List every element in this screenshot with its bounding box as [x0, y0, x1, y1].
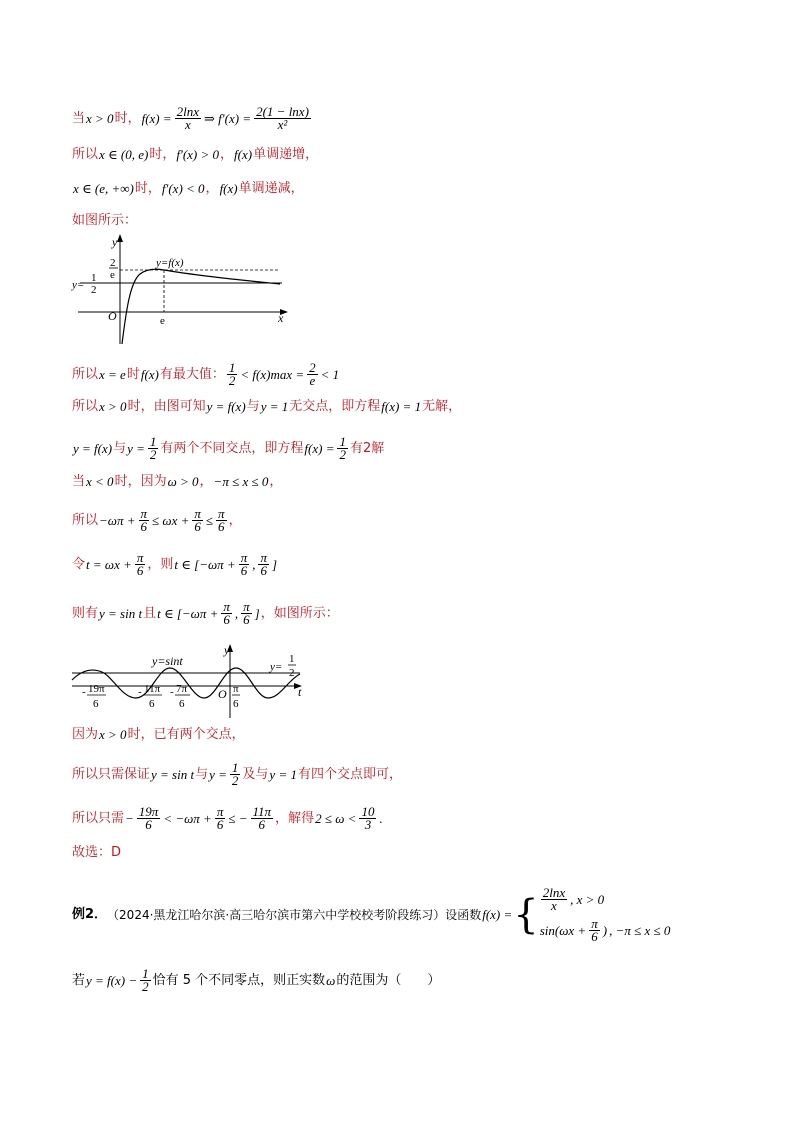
- text-l13-a: 所以只需保证: [72, 766, 151, 782]
- text-l14-g_den: 6: [258, 817, 266, 832]
- text-l4-a: 如图所示：: [72, 213, 138, 228]
- label-sin: y=sint: [152, 654, 183, 668]
- text-l3-e: ，: [205, 181, 219, 196]
- text-l13-h: 有四个交点即可，: [297, 766, 402, 782]
- line-inequality: [72, 508, 242, 533]
- line-four-points: [72, 762, 402, 787]
- text-l14-b: −: [125, 810, 134, 826]
- text-l5-h_den: e: [309, 373, 316, 388]
- text-l2-a: 所以: [72, 147, 99, 162]
- text-g2-minus: -: [138, 686, 142, 698]
- line-as-shown: [72, 212, 137, 230]
- text-g2-t4_num: π: [233, 683, 239, 695]
- text-l3-g: 单调递减，: [238, 181, 304, 196]
- text-l2-e: ，: [220, 147, 234, 162]
- text-l11-a: 则有: [72, 605, 99, 621]
- text-g2-t2_num: 11π: [144, 683, 161, 695]
- text-l7-d_num: 1: [149, 434, 157, 449]
- text-ex2-p1_den: x: [551, 898, 557, 913]
- label-origin: O: [108, 309, 117, 323]
- fraction: [230, 762, 241, 787]
- text-l10-a: 令: [72, 556, 86, 572]
- text-l13-c: 与: [195, 766, 209, 782]
- fraction: [139, 508, 150, 533]
- text-l10-c_den: 6: [136, 563, 144, 578]
- text-ex2-p2_a: sin(ωx +: [539, 922, 587, 938]
- fraction: [135, 552, 146, 577]
- text-g2-minus: -: [82, 686, 86, 698]
- fraction: [227, 362, 238, 387]
- text-l10-h_den: 6: [260, 563, 267, 578]
- text-l12-a: 因为: [72, 727, 99, 742]
- text-l6-e: 与: [246, 399, 260, 414]
- line-no-solution: [72, 398, 461, 416]
- text-l10-i: ]: [271, 556, 278, 572]
- text-l12-c: 时，已有两个交点，: [127, 727, 245, 742]
- text-g2-t1_den: 6: [93, 698, 99, 710]
- text-l16-b: y = f(x) −: [86, 972, 138, 988]
- text-l8-a: 当: [72, 474, 86, 489]
- text-g2-minus: -: [170, 686, 174, 698]
- fraction: [307, 362, 318, 387]
- fraction: [216, 508, 227, 533]
- text-l2-g: 单调递增，: [253, 147, 319, 162]
- label-top-den: e: [110, 269, 115, 281]
- text-l14-a: 所以只需: [72, 810, 125, 826]
- text-l7-f: f(x) =: [304, 440, 335, 456]
- fraction: [140, 968, 151, 993]
- text-g2-half_num: 1: [289, 653, 295, 665]
- line-two-solutions: [72, 436, 384, 461]
- text-l7-d_den: 2: [149, 447, 157, 462]
- text-l16-d: 恰有 5 个不同零点，则正实数: [152, 972, 326, 988]
- text-l13-e_den: 2: [231, 773, 239, 788]
- text-l11-c: 且: [143, 605, 157, 621]
- line-question: [72, 968, 440, 993]
- label-half-y: y=: [270, 661, 283, 673]
- label-origin: O: [218, 687, 227, 701]
- text-ex2-p1_cond: , x > 0: [570, 891, 605, 907]
- text-l16-c_num: 1: [142, 966, 149, 981]
- fraction: [175, 106, 201, 131]
- text-l1-c: 时，: [114, 110, 141, 126]
- text-l10-c_num: π: [136, 550, 144, 565]
- text-l1-d: f(x) =: [141, 110, 172, 126]
- text-l9-c_den: 6: [140, 519, 148, 534]
- text-l1-e_num: 2lnx: [176, 104, 200, 119]
- text-l8-e: ，: [199, 474, 213, 489]
- line-two-points: [72, 726, 245, 744]
- text-l2-b: x ∈ (0, e): [99, 147, 149, 162]
- text-l16-c_den: 2: [142, 979, 149, 994]
- text-g2-half_den: 2: [289, 667, 295, 679]
- text-l11-b: y = sin t: [99, 605, 143, 621]
- text-ex2-p1_num: 2lnx: [542, 885, 566, 900]
- label-x: x: [278, 311, 284, 325]
- graph-f-of-x: [70, 232, 300, 347]
- text-l16-a: 若: [72, 972, 86, 988]
- text-l5-g: < f(x)max =: [240, 366, 305, 382]
- label-e: e: [160, 315, 165, 327]
- text-l5-f_num: 1: [228, 360, 236, 375]
- text-l1-a: 当: [72, 110, 86, 126]
- fraction: [215, 806, 226, 831]
- text-g2-t3_den: 6: [179, 698, 185, 710]
- text-l14-h: ，解得: [275, 810, 315, 826]
- text-l9-c_num: π: [140, 506, 148, 521]
- fraction: [148, 436, 159, 461]
- fraction: [359, 806, 376, 831]
- text-l13-e_num: 1: [231, 760, 239, 775]
- text-l14-e_num: π: [216, 804, 224, 819]
- label-top-num: 2: [110, 257, 116, 269]
- fraction: [137, 806, 161, 831]
- text-ex2-b: （2024·黑龙江哈尔滨·高三哈尔滨市第六中学校校考阶段练习）设函数: [107, 908, 482, 922]
- text-g2-t1_num: 19π: [88, 683, 105, 695]
- text-ex2-p2_cond: , −π ≤ x ≤ 0: [609, 922, 671, 938]
- text-ex2-p2_num: π: [591, 916, 598, 931]
- text-l11-i: ，如图所示：: [260, 605, 339, 621]
- line-answer: [72, 844, 121, 862]
- text-l7-g_den: 2: [339, 447, 346, 462]
- label-half-num: 1: [91, 272, 97, 284]
- text-l2-c: 时，: [149, 147, 176, 162]
- text-l14-g_num: 11π: [252, 804, 272, 819]
- text-l14-k: .: [379, 810, 383, 826]
- text-l6-d: y = f(x): [206, 399, 246, 414]
- piecewise-brace: {: [513, 892, 539, 938]
- text-l9-a: 所以: [72, 512, 99, 528]
- text-l11-e_num: π: [223, 599, 230, 614]
- text-l10-b: t = ωx +: [86, 556, 132, 572]
- case-2: [539, 918, 672, 943]
- text-l14-e_den: 6: [216, 817, 224, 832]
- graph-sin-t: [70, 640, 320, 720]
- text-g2-t2_den: 6: [149, 698, 155, 710]
- label-half-den: 2: [91, 284, 97, 296]
- label-t: t: [298, 685, 302, 699]
- fraction: [258, 552, 269, 577]
- fraction: [192, 508, 203, 533]
- label-y: y: [112, 235, 118, 249]
- text-l7-h: 有2解: [349, 440, 385, 456]
- text-l7-a: y = f(x): [73, 440, 113, 456]
- text-l9-h: ，: [228, 512, 242, 528]
- text-l11-g_num: π: [243, 599, 250, 614]
- text-l11-g_den: 6: [243, 612, 250, 627]
- line-increasing: [72, 146, 318, 164]
- text-l14-j_num: 10: [361, 804, 375, 819]
- text-l9-e_den: 6: [194, 519, 201, 534]
- text-l1-g_num: 2(1 − lnx): [256, 104, 309, 119]
- text-l10-d: ，则: [147, 556, 174, 572]
- label-curve: y=f(x): [156, 257, 184, 269]
- text-l3-d: f′(x) < 0: [161, 181, 205, 196]
- fraction: [251, 806, 274, 831]
- text-l5-h_num: 2: [309, 360, 316, 375]
- text-g2-t3_num: 7π: [176, 683, 188, 695]
- text-l7-e: 有两个不同交点，即方程: [160, 440, 304, 456]
- text-l1-f: ⇒ f′(x) =: [204, 110, 252, 126]
- text-l3-f: f(x): [219, 181, 238, 196]
- text-l2-d: f′(x) > 0: [176, 147, 220, 162]
- text-l6-c: 时，由图可知: [127, 399, 206, 414]
- fraction: [241, 601, 252, 626]
- text-l9-g_num: π: [218, 506, 225, 521]
- text-l13-f: 及与: [242, 766, 269, 782]
- text-l5-e: 有最大值：: [159, 366, 225, 382]
- text-l10-e: t ∈ [−ωπ +: [174, 556, 236, 572]
- text-l9-b: −ωπ +: [99, 512, 136, 528]
- line-substitution: [72, 552, 278, 577]
- text-l6-g: 无交点，即方程: [289, 399, 381, 414]
- text-l7-c: y =: [127, 440, 145, 456]
- text-l6-a: 所以: [72, 399, 99, 414]
- text-l8-g: ，: [269, 474, 283, 489]
- text-l14-c_num: 19π: [138, 804, 159, 819]
- line-sin-graph-intro: [72, 601, 339, 626]
- text-l16-e: ω: [326, 972, 336, 988]
- text-l1-g_den: x²: [277, 117, 288, 132]
- line-decreasing: [72, 180, 304, 198]
- text-l5-b: x = e: [99, 366, 126, 382]
- text-l10-h_num: π: [260, 550, 267, 565]
- fraction: [254, 106, 311, 131]
- text-l15-a: 故选：D: [72, 845, 122, 860]
- fraction: [221, 601, 232, 626]
- text-l9-g_den: 6: [218, 519, 225, 534]
- text-l1-e_den: x: [184, 117, 191, 132]
- text-l11-h: ]: [254, 605, 260, 621]
- text-l10-g: ,: [252, 556, 256, 572]
- curve-f: [122, 269, 280, 344]
- text-ex2-p2_den: 6: [591, 929, 598, 944]
- text-l8-d: ω > 0: [167, 474, 199, 489]
- text-l5-f_den: 2: [228, 373, 236, 388]
- text-l13-b: y = sin t: [151, 766, 195, 782]
- text-l10-f_den: 6: [240, 563, 248, 578]
- text-l14-c_den: 6: [145, 817, 152, 832]
- fraction: [337, 436, 348, 461]
- text-l6-b: x > 0: [99, 399, 127, 414]
- case-1: [539, 887, 672, 912]
- text-l11-d: t ∈ [−ωπ +: [157, 605, 219, 621]
- text-l9-f: ≤: [205, 512, 214, 528]
- fraction: [239, 552, 250, 577]
- text-l14-i: 2 ≤ ω <: [315, 810, 357, 826]
- text-l14-j_den: 3: [364, 817, 372, 832]
- text-l13-d: y =: [209, 766, 227, 782]
- text-l16-f: 的范围为（ ）: [336, 972, 441, 988]
- text-l13-g: y = 1: [269, 766, 297, 782]
- label-half-y: y=: [72, 279, 85, 291]
- text-ex2-c: f(x) =: [482, 907, 513, 922]
- label-y: y: [224, 643, 230, 657]
- text-l6-h: f(x) = 1: [381, 399, 422, 414]
- text-l8-b: x < 0: [86, 474, 114, 489]
- text-l5-a: 所以: [72, 366, 99, 382]
- example-2-header: [72, 882, 671, 948]
- text-l8-c: 时，因为: [114, 474, 167, 489]
- text-l11-f: ,: [234, 605, 239, 621]
- piecewise-cases: [539, 887, 672, 943]
- text-l1-b: x > 0: [86, 110, 114, 126]
- text-l6-i: 无解，: [422, 399, 462, 414]
- text-l3-b: x ∈ (e, +∞): [73, 181, 134, 196]
- text-l3-c: 时，: [134, 181, 161, 196]
- text-ex2-p2_b: ): [602, 922, 608, 938]
- line-solve-omega: [72, 806, 384, 831]
- text-l10-f_num: π: [240, 550, 248, 565]
- text-l7-g_num: 1: [339, 434, 346, 449]
- text-l12-b: x > 0: [99, 727, 127, 742]
- text-l5-c: 时: [126, 366, 140, 382]
- line-maximum: [72, 362, 340, 387]
- text-l6-f: y = 1: [260, 399, 289, 414]
- text-g2-t4_den: 6: [233, 698, 239, 710]
- text-l5-d: f(x): [140, 366, 159, 382]
- line-derivative: [72, 106, 313, 131]
- text-ex2-a: 例2．: [72, 907, 108, 922]
- y-axis-arrow: [117, 234, 123, 242]
- text-l14-f: ≤ −: [228, 810, 248, 826]
- text-l8-f: −π ≤ x ≤ 0: [213, 474, 269, 489]
- text-l11-e_den: 6: [223, 612, 230, 627]
- text-l14-d: < −ωπ +: [163, 810, 212, 826]
- text-l7-b: 与: [113, 440, 127, 456]
- text-l9-e_num: π: [194, 506, 201, 521]
- text-l2-f: f(x): [234, 147, 253, 162]
- text-l5-i: < 1: [320, 366, 340, 382]
- line-x-negative: [72, 473, 282, 491]
- text-l9-d: ≤ ωx +: [152, 512, 190, 528]
